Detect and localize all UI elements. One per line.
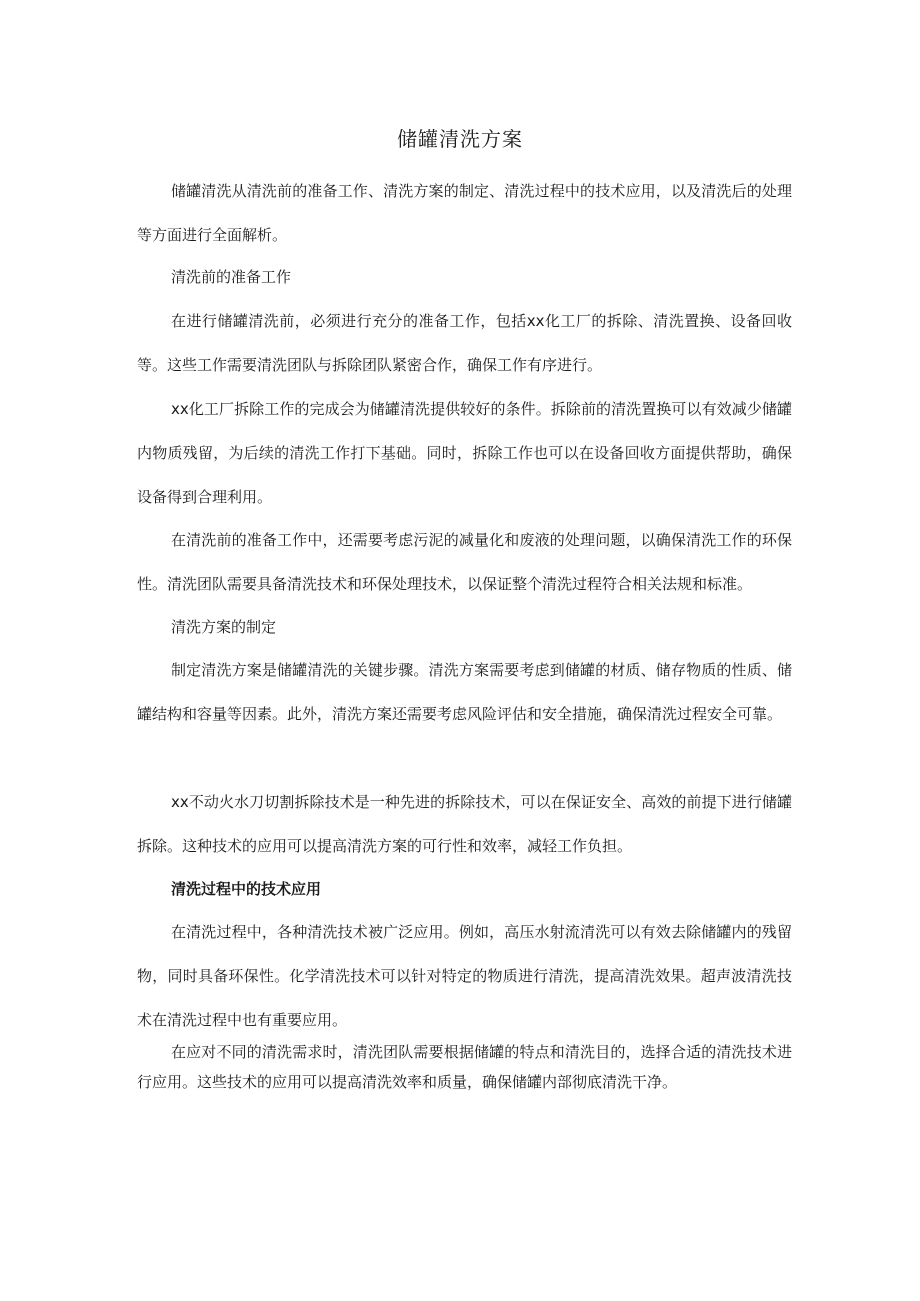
paragraph: 在清洗前的准备工作中，还需要考虑污泥的减量化和废液的处理问题，以确保清洗工作的环保性。清洗团队需要具备清洗技术和环保处理技术，以保证整个清洗过程符合相关法规和标准。 [137,531,792,593]
paragraph: 制定清洗方案是储罐清洗的关键步骤。清洗方案需要考虑到储罐的材质、储存物质的性质、储罐结构和容量等因素。此外，清洗方案还需要考虑风险评估和安全措施，确保清洗过程安全可靠。 [137,661,792,723]
section-plan-para-2 [137,780,792,868]
section-technology-para-1 [137,910,792,1042]
paragraph: xx化工厂拆除工作的完成会为储罐清洗提供较好的条件。拆除前的清洗置换可以有效减少储罐内物质残留，为后续的清洗工作打下基础。同时，拆除工作也可以在设备回收方面提供帮助，确保设备得到合理利用。 [137,400,792,506]
page-title: 储罐清洗方案 [397,127,523,151]
section-preparation-para-3 [137,518,792,606]
paragraph: xx不动火水刀切割拆除技术是一种先进的拆除技术，可以在保证安全、高效的前提下进行储罐拆除。这种技术的应用可以提高清洗方案的可行性和效率，减轻工作负担。 [137,793,792,855]
paragraph: 在进行储罐清洗前，必须进行充分的准备工作，包括xx化工厂的拆除、清洗置换、设备回收等。这些工作需要清洗团队与拆除团队紧密合作，确保工作有序进行。 [137,312,792,374]
section-technology-para-2 [137,1037,792,1097]
section-heading-plan: 清洗方案的制定 [171,618,277,636]
intro-paragraph: 储罐清洗从清洗前的准备工作、清洗方案的制定、清洗过程中的技术应用，以及清洗后的处理等方面进行全面解析。 [137,182,792,244]
paragraph: 在应对不同的清洗需求时，清洗团队需要根据储罐的特点和清洗目的，选择合适的清洗技术进行应用。这些技术的应用可以提高清洗效率和质量，确保储罐内部彻底清洗干净。 [137,1043,792,1091]
paragraph: 在清洗过程中，各种清洗技术被广泛应用。例如，高压水射流清洗可以有效去除储罐内的残留物，同时具备环保性。化学清洗技术可以针对特定的物质进行清洗，提高清洗效果。超声波清洗技术在清洗过程中也有重要应用。 [137,923,792,1029]
section-heading-preparation: 清洗前的准备工作 [171,268,292,286]
section-heading-technology: 清洗过程中的技术应用 [171,880,322,898]
section-plan-para-1 [137,648,792,736]
section-preparation-para-2 [137,387,792,519]
intro-block [137,169,792,257]
section-preparation-para-1 [137,299,792,387]
